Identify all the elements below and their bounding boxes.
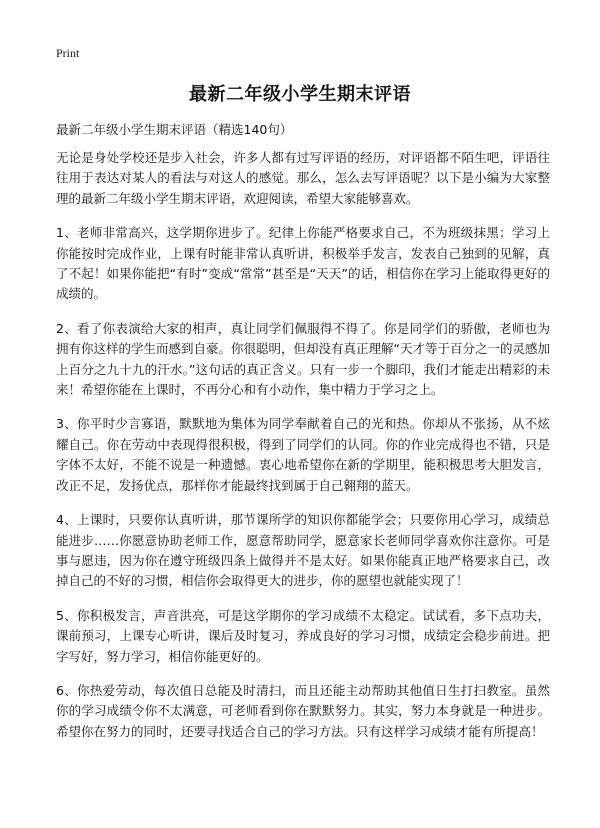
document-body	[56, 148, 550, 756]
comment-paragraph: 3、你平时少言寡语，默默地为集体为同学奉献着自己的光和热。你却从不张扬，从不炫耀自己。你在劳动中表现得很积极，得到了同学们的认同。你的作业完成得也不错，只是字体不太好，不能不说是一种遗憾。衷心地希望你在新的学期里，能积极思考大胆发言，改正不足，发扬优点，那样你才能最终找到属于自己翱翔的蓝天。	[56, 416, 550, 493]
comment-paragraph: 4、上课时，只要你认真听讲，那节课所学的知识你都能学会；只要你用心学习，成绩总能进步……你愿意协助老师工作，愿意帮助同学，愿意家长老师同学喜欢你注意你。可是事与愿违，因为你在遵守班级四条上做得并不是太好。如果你能真正地严格要求自己，改掉自己的不好的习惯，相信你会取得更大的进步，你的愿望也就能实现了！	[56, 512, 550, 589]
comment-paragraph: 5、你积极发言，声音洪亮，可是这学期你的学习成绩不太稳定。试试看，多下点功夫，课前预习，上课专心听讲，课后及时复习，养成良好的学习习惯，成绩定会稳步前进。把字写好，努力学习，相信你能更好的。	[56, 607, 550, 664]
comment-paragraph: 1、老师非常高兴，这学期你进步了。纪律上你能严格要求自己，不为班级抹黑；学习上你能按时完成作业，上课有时能非常认真听讲，积极举手发言，发表自己独到的见解，真了不起！如果你能把“有时”变成“常常”甚至是“天天”的话，相信你在学习上能取得更好的成绩的。	[56, 225, 550, 302]
comment-paragraph: 2、看了你表演给大家的相声，真让同学们佩服得不得了。你是同学们的骄傲，老师也为拥有你这样的学生而感到自豪。你很聪明，但却没有真正理解“天才等于百分之一的灵感加上百分之九十九的汗水。”这句话的真正含义。只有一步一个脚印，我们才能走出精彩的未来！希望你能在上课时，不再分心和有小动作，集中精力于学习之上。	[56, 320, 550, 398]
print-link[interactable]: Print	[56, 46, 80, 60]
intro-paragraph: 无论是身处学校还是步入社会，许多人都有过写评语的经历，对评语都不陌生吧，评语往往用于表达对某人的看法与对这人的感觉。那么，怎么去写评语呢？以下是小编为大家整理的最新二年级小学生期末评语，欢迎阅读，希望大家能够喜欢。	[56, 150, 550, 206]
comment-paragraph: 6、你热爱劳动，每次值日总能及时清扫，而且还能主动帮助其他值日生打扫教室。虽然你的学习成绩令你不太满意，可老师看到你在默默努力。其实，努力本身就是一种进步。希望你在努力的同时，还要寻找适合自己的学习方法。只有这样学习成绩才能有所提高！	[56, 682, 550, 739]
document-subtitle: 最新二年级小学生期末评语（精选140句）	[56, 122, 293, 137]
document-title: 最新二年级小学生期末评语	[189, 84, 411, 105]
